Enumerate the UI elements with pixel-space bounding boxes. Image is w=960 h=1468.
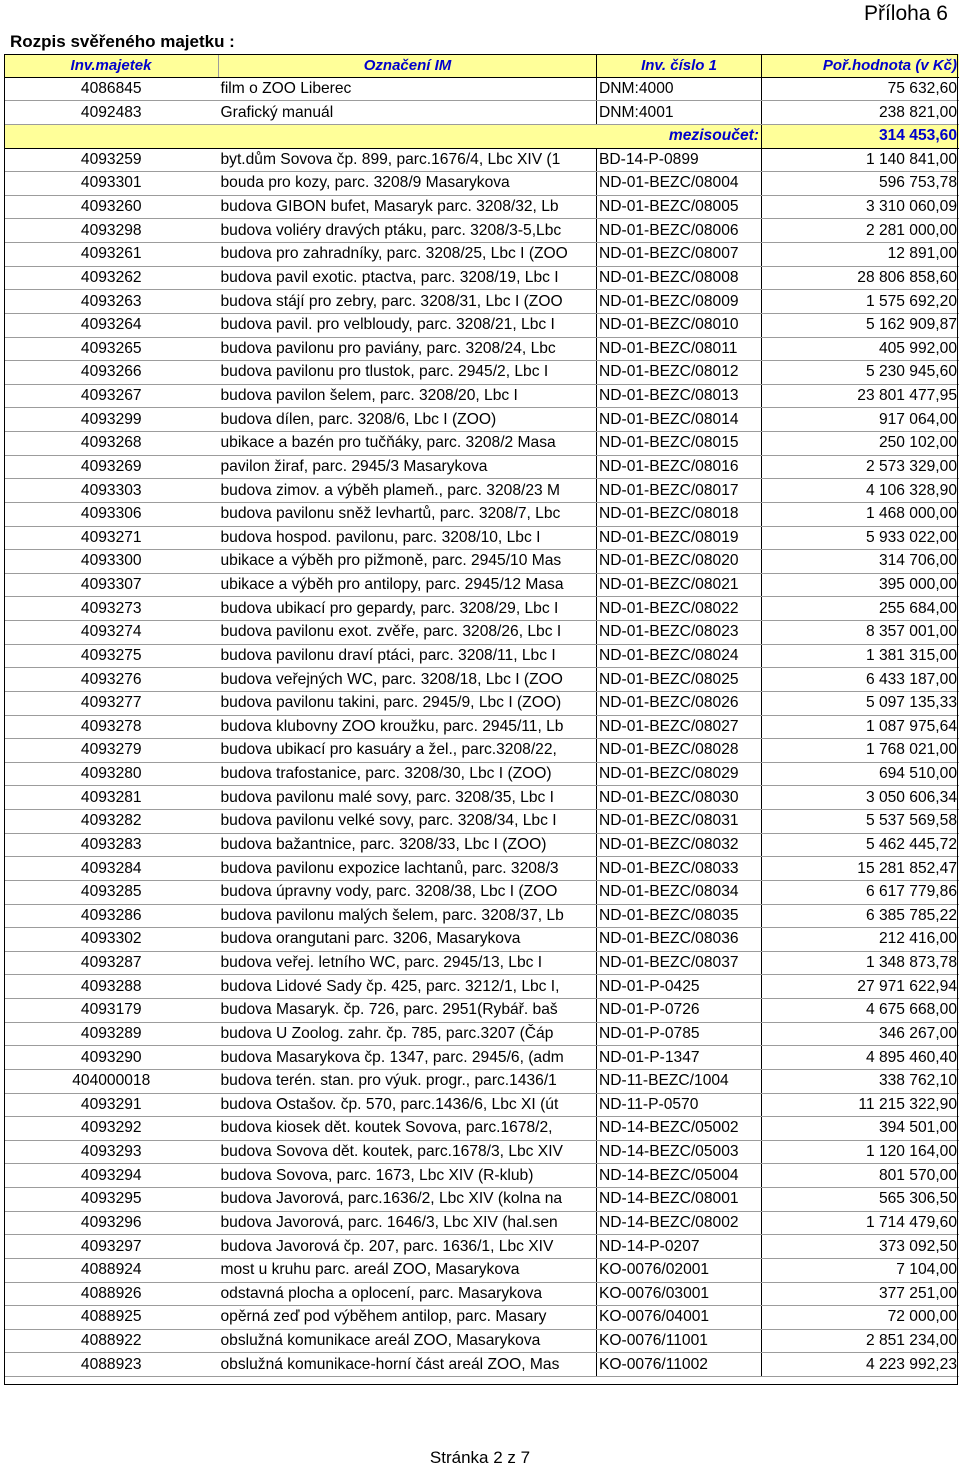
inv-number-cell: KO-0076/04001 — [597, 1306, 762, 1330]
acquisition-value-cell: 27 971 622,94 — [762, 975, 960, 999]
inv-number-cell: ND-01-BEZC/08017 — [597, 479, 762, 503]
inv-number-cell: ND-01-BEZC/08014 — [597, 408, 762, 432]
inv-number-cell: ND-01-BEZC/08007 — [597, 243, 762, 267]
asset-name-cell: budova úpravny vody, parc. 3208/38, Lbc I (ZOO — [219, 880, 597, 904]
table-row — [4, 172, 959, 196]
table-row — [4, 621, 959, 645]
acquisition-value-cell: 6 385 785,22 — [762, 904, 960, 928]
table-row — [4, 715, 959, 739]
table-row — [4, 880, 959, 904]
inv-asset-cell: 4088926 — [4, 1282, 219, 1306]
document-title: Rozpis svěřeného majetku : — [10, 32, 235, 51]
table-row — [4, 101, 959, 125]
inv-number-cell: ND-01-P-0726 — [597, 999, 762, 1023]
inv-asset-cell: 4093295 — [4, 1188, 219, 1212]
acquisition-value-cell: 255 684,00 — [762, 597, 960, 621]
inv-asset-cell: 4093261 — [4, 243, 219, 267]
table-row — [4, 408, 959, 432]
inv-number-cell: KO-0076/03001 — [597, 1282, 762, 1306]
acquisition-value-cell: 15 281 852,47 — [762, 857, 960, 881]
inv-asset-cell: 4088923 — [4, 1353, 219, 1377]
acquisition-value-cell: 346 267,00 — [762, 1022, 960, 1046]
asset-name-cell: budova zimov. a výběh plameň., parc. 3208/23 M — [219, 479, 597, 503]
table-row — [4, 526, 959, 550]
acquisition-value-cell: 1 140 841,00 — [762, 148, 960, 172]
acquisition-value-cell: 5 933 022,00 — [762, 526, 960, 550]
inv-asset-cell: 4093293 — [4, 1140, 219, 1164]
inv-number-cell: ND-01-BEZC/08008 — [597, 266, 762, 290]
subtotal-row — [4, 124, 959, 148]
acquisition-value-cell: 8 357 001,00 — [762, 621, 960, 645]
inv-asset-cell: 4093271 — [4, 526, 219, 550]
inv-asset-cell: 4093291 — [4, 1093, 219, 1117]
inv-number-cell: ND-01-BEZC/08012 — [597, 361, 762, 385]
table-row — [4, 361, 959, 385]
asset-name-cell: Grafický manuál — [219, 101, 597, 125]
acquisition-value-cell: 28 806 858,60 — [762, 266, 960, 290]
asset-name-cell: budova Masarykova čp. 1347, parc. 2945/6, (adm — [219, 1046, 597, 1070]
asset-name-cell — [219, 124, 597, 148]
asset-name-cell: budova U Zoolog. zahr. čp. 785, parc.3207 (Čáp — [219, 1022, 597, 1046]
asset-name-cell: budova bažantnice, parc. 3208/33, Lbc I (ZOO) — [219, 833, 597, 857]
inv-number-cell: ND-11-P-0570 — [597, 1093, 762, 1117]
acquisition-value-cell: 338 762,10 — [762, 1069, 960, 1093]
inv-number-cell: ND-01-BEZC/08015 — [597, 432, 762, 456]
inv-asset-cell: 4093264 — [4, 313, 219, 337]
acquisition-value-cell: 565 306,50 — [762, 1188, 960, 1212]
inv-number-cell: ND-01-BEZC/08028 — [597, 739, 762, 763]
acquisition-value-cell: 405 992,00 — [762, 337, 960, 361]
inv-number-cell: ND-14-BEZC/05003 — [597, 1140, 762, 1164]
inv-asset-cell: 4093259 — [4, 148, 219, 172]
inv-asset-cell: 4093287 — [4, 951, 219, 975]
acquisition-value-cell: 3 310 060,09 — [762, 195, 960, 219]
asset-name-cell: byt.dům Sovova čp. 899, parc.1676/4, Lbc XIV (1 — [219, 148, 597, 172]
asset-name-cell: budova pavil. pro velbloudy, parc. 3208/21, Lbc I — [219, 313, 597, 337]
inv-number-cell: ND-01-BEZC/08027 — [597, 715, 762, 739]
inv-asset-cell: 4093290 — [4, 1046, 219, 1070]
table-row — [4, 810, 959, 834]
inv-asset-cell: 404000018 — [4, 1069, 219, 1093]
inv-asset-cell: 4093266 — [4, 361, 219, 385]
acquisition-value-cell: 5 097 135,33 — [762, 691, 960, 715]
acquisition-value-cell: 238 821,00 — [762, 101, 960, 125]
inv-number-cell: ND-14-BEZC/05002 — [597, 1117, 762, 1141]
asset-name-cell: budova Sovova dět. koutek, parc.1678/3, Lbc XIV — [219, 1140, 597, 1164]
asset-name-cell: obslužná komunikace-horní část areál ZOO, Mas — [219, 1353, 597, 1377]
asset-name-cell: ubikace a výběh pro pižmoně, parc. 2945/10 Mas — [219, 550, 597, 574]
table-row — [4, 999, 959, 1023]
inv-number-cell: ND-01-P-0425 — [597, 975, 762, 999]
inv-asset-cell: 4093279 — [4, 739, 219, 763]
asset-name-cell: pavilon žiraf, parc. 2945/3 Masarykova — [219, 455, 597, 479]
inv-asset-cell: 4093268 — [4, 432, 219, 456]
table-row — [4, 928, 959, 952]
acquisition-value-cell: 212 416,00 — [762, 928, 960, 952]
asset-name-cell: obslužná komunikace areál ZOO, Masarykova — [219, 1329, 597, 1353]
inv-number-cell: ND-01-BEZC/08013 — [597, 384, 762, 408]
inv-asset-cell: 4093284 — [4, 857, 219, 881]
table-row — [4, 1164, 959, 1188]
inv-number-cell: ND-01-BEZC/08005 — [597, 195, 762, 219]
inv-asset-cell: 4093307 — [4, 573, 219, 597]
asset-name-cell: budova hospod. pavilonu, parc. 3208/10, Lbc I — [219, 526, 597, 550]
inv-number-cell: ND-01-P-1347 — [597, 1046, 762, 1070]
inv-asset-cell: 4093276 — [4, 668, 219, 692]
table-row — [4, 597, 959, 621]
acquisition-value-cell: 6 617 779,86 — [762, 880, 960, 904]
table-row — [4, 786, 959, 810]
inv-number-cell: ND-01-BEZC/08011 — [597, 337, 762, 361]
acquisition-value-cell: 5 230 945,60 — [762, 361, 960, 385]
acquisition-value-cell: 6 433 187,00 — [762, 668, 960, 692]
asset-name-cell: budova voliéry dravých ptáku, parc. 3208/3-5,Lbc — [219, 219, 597, 243]
inv-asset-cell: 4093278 — [4, 715, 219, 739]
acquisition-value-cell: 75 632,60 — [762, 77, 960, 101]
asset-name-cell: budova pavilonu malých šelem, parc. 3208/37, Lb — [219, 904, 597, 928]
inv-number-cell: ND-01-BEZC/08023 — [597, 621, 762, 645]
asset-name-cell: budova Javorová, parc. 1646/3, Lbc XIV (hal.sen — [219, 1211, 597, 1235]
inv-asset-cell: 4093288 — [4, 975, 219, 999]
acquisition-value-cell: 4 895 460,40 — [762, 1046, 960, 1070]
table-row — [4, 550, 959, 574]
asset-name-cell: budova Javorová, parc.1636/2, Lbc XIV (kolna na — [219, 1188, 597, 1212]
annex-label: Příloha 6 — [863, 2, 948, 25]
asset-name-cell: budova Masaryk. čp. 726, parc. 2951(Rybář. baš — [219, 999, 597, 1023]
asset-name-cell: budova Ostašov. čp. 570, parc.1436/6, Lbc XI (út — [219, 1093, 597, 1117]
table-row — [4, 1188, 959, 1212]
asset-name-cell: budova GIBON bufet, Masaryk parc. 3208/32, Lb — [219, 195, 597, 219]
table-body — [4, 77, 959, 1376]
inv-asset-cell: 4093282 — [4, 810, 219, 834]
acquisition-value-cell: 7 104,00 — [762, 1258, 960, 1282]
asset-name-cell: budova pavilonu malé sovy, parc. 3208/35, Lbc I — [219, 786, 597, 810]
acquisition-value-cell: 11 215 322,90 — [762, 1093, 960, 1117]
table-row — [4, 1235, 959, 1259]
acquisition-value-cell: 1 120 164,00 — [762, 1140, 960, 1164]
asset-name-cell: budova pavilonu pro paviány, parc. 3208/24, Lbc — [219, 337, 597, 361]
table-row — [4, 644, 959, 668]
inv-asset-cell: 4093299 — [4, 408, 219, 432]
inv-number-cell: ND-01-BEZC/08006 — [597, 219, 762, 243]
inv-number-cell: ND-01-BEZC/08036 — [597, 928, 762, 952]
inv-number-cell: ND-01-BEZC/08034 — [597, 880, 762, 904]
column-header-inv-asset: Inv.majetek — [4, 54, 219, 77]
acquisition-value-cell: 4 106 328,90 — [762, 479, 960, 503]
inv-asset-cell: 4093262 — [4, 266, 219, 290]
acquisition-value-cell: 1 381 315,00 — [762, 644, 960, 668]
table-row — [4, 1093, 959, 1117]
asset-name-cell: budova ubikací pro gepardy, parc. 3208/29, Lbc I — [219, 597, 597, 621]
inv-asset-cell: 4093269 — [4, 455, 219, 479]
inv-number-cell: ND-01-BEZC/08009 — [597, 290, 762, 314]
inv-number-cell: ND-01-BEZC/08029 — [597, 762, 762, 786]
inv-asset-cell: 4093263 — [4, 290, 219, 314]
table-row — [4, 337, 959, 361]
acquisition-value-cell: 4 675 668,00 — [762, 999, 960, 1023]
inv-asset-cell: 4093273 — [4, 597, 219, 621]
table-row — [4, 762, 959, 786]
asset-name-cell: budova stájí pro zebry, parc. 3208/31, Lbc I (ZOO — [219, 290, 597, 314]
table-row — [4, 455, 959, 479]
inv-asset-cell: 4093265 — [4, 337, 219, 361]
acquisition-value-cell: 1 575 692,20 — [762, 290, 960, 314]
inv-number-cell: ND-01-BEZC/08030 — [597, 786, 762, 810]
acquisition-value-cell: 694 510,00 — [762, 762, 960, 786]
inv-number-cell: ND-14-BEZC/08001 — [597, 1188, 762, 1212]
asset-name-cell: bouda pro kozy, parc. 3208/9 Masarykova — [219, 172, 597, 196]
table-row — [4, 1069, 959, 1093]
acquisition-value-cell: 394 501,00 — [762, 1117, 960, 1141]
asset-name-cell: budova pavilonu takini, parc. 2945/9, Lbc I (ZOO) — [219, 691, 597, 715]
column-header-asset-name: Označení IM — [219, 54, 597, 77]
inv-asset-cell: 4093289 — [4, 1022, 219, 1046]
inv-number-cell: ND-01-BEZC/08004 — [597, 172, 762, 196]
inv-asset-cell: 4093274 — [4, 621, 219, 645]
acquisition-value-cell: 5 162 909,87 — [762, 313, 960, 337]
acquisition-value-cell: 1 348 873,78 — [762, 951, 960, 975]
asset-table — [4, 54, 959, 1377]
inv-asset-cell: 4093301 — [4, 172, 219, 196]
inv-number-cell: ND-01-BEZC/08021 — [597, 573, 762, 597]
inv-asset-cell: 4092483 — [4, 101, 219, 125]
acquisition-value-cell: 1 768 021,00 — [762, 739, 960, 763]
inv-number-cell: KO-0076/02001 — [597, 1258, 762, 1282]
acquisition-value-cell: 250 102,00 — [762, 432, 960, 456]
inv-number-cell: ND-01-P-0785 — [597, 1022, 762, 1046]
inv-asset-cell: 4088924 — [4, 1258, 219, 1282]
table-row — [4, 1306, 959, 1330]
inv-asset-cell: 4093267 — [4, 384, 219, 408]
table-row — [4, 384, 959, 408]
asset-name-cell: budova pavilonu sněž levhartů, parc. 3208/7, Lbc — [219, 502, 597, 526]
table-row — [4, 668, 959, 692]
inv-number-cell: ND-01-BEZC/08025 — [597, 668, 762, 692]
acquisition-value-cell: 1 468 000,00 — [762, 502, 960, 526]
asset-name-cell: budova kiosek dět. koutek Sovova, parc.1678/2, — [219, 1117, 597, 1141]
table-row — [4, 951, 959, 975]
acquisition-value-cell: 12 891,00 — [762, 243, 960, 267]
acquisition-value-cell: 3 050 606,34 — [762, 786, 960, 810]
asset-name-cell: budova Javorová čp. 207, parc. 1636/1, Lbc XIV — [219, 1235, 597, 1259]
inv-number-cell: ND-01-BEZC/08024 — [597, 644, 762, 668]
table-row — [4, 1258, 959, 1282]
table-header-row — [4, 54, 959, 77]
asset-name-cell: budova pavilonu pro tlustok, parc. 2945/2, Lbc I — [219, 361, 597, 385]
inv-number-cell: ND-01-BEZC/08035 — [597, 904, 762, 928]
inv-asset-cell: 4093297 — [4, 1235, 219, 1259]
acquisition-value-cell: 5 462 445,72 — [762, 833, 960, 857]
table-row — [4, 502, 959, 526]
inv-asset-cell: 4086845 — [4, 77, 219, 101]
inv-asset-cell: 4088925 — [4, 1306, 219, 1330]
acquisition-value-cell: 2 573 329,00 — [762, 455, 960, 479]
asset-name-cell: budova pavilon šelem, parc. 3208/20, Lbc I — [219, 384, 597, 408]
inv-number-cell: ND-01-BEZC/08016 — [597, 455, 762, 479]
page-footer: Stránka 2 z 7 — [429, 1448, 531, 1467]
asset-name-cell: budova veřejných WC, parc. 3208/18, Lbc I (ZOO — [219, 668, 597, 692]
table-row — [4, 904, 959, 928]
acquisition-value-cell: 314 706,00 — [762, 550, 960, 574]
asset-name-cell: ubikace a výběh pro antilopy, parc. 2945/12 Masa — [219, 573, 597, 597]
table-row — [4, 857, 959, 881]
acquisition-value-cell: 2 851 234,00 — [762, 1329, 960, 1353]
column-header-inv-number: Inv. číslo 1 — [597, 54, 762, 77]
asset-name-cell: opěrná zeď pod výběhem antilop, parc. Masary — [219, 1306, 597, 1330]
table-row — [4, 739, 959, 763]
asset-name-cell: budova pavilonu draví ptáci, parc. 3208/11, Lbc I — [219, 644, 597, 668]
inv-asset-cell: 4093296 — [4, 1211, 219, 1235]
acquisition-value-cell: 72 000,00 — [762, 1306, 960, 1330]
inv-asset-cell: 4093302 — [4, 928, 219, 952]
table-row — [4, 1022, 959, 1046]
table-row — [4, 290, 959, 314]
inv-number-cell: KO-0076/11001 — [597, 1329, 762, 1353]
acquisition-value-cell: 395 000,00 — [762, 573, 960, 597]
acquisition-value-cell: 23 801 477,95 — [762, 384, 960, 408]
inv-number-cell: ND-11-BEZC/1004 — [597, 1069, 762, 1093]
table-row — [4, 1211, 959, 1235]
asset-name-cell: budova pavilonu velké sovy, parc. 3208/34, Lbc I — [219, 810, 597, 834]
inv-asset-cell: 4093300 — [4, 550, 219, 574]
inv-asset-cell: 4093294 — [4, 1164, 219, 1188]
acquisition-value-cell: 373 092,50 — [762, 1235, 960, 1259]
acquisition-value-cell: 4 223 992,23 — [762, 1353, 960, 1377]
table-row — [4, 148, 959, 172]
acquisition-value-cell: 314 453,60 — [762, 124, 960, 148]
asset-name-cell: film o ZOO Liberec — [219, 77, 597, 101]
inv-asset-cell: 4093286 — [4, 904, 219, 928]
asset-name-cell: budova Sovova, parc. 1673, Lbc XIV (R-klub) — [219, 1164, 597, 1188]
acquisition-value-cell: 5 537 569,58 — [762, 810, 960, 834]
acquisition-value-cell: 377 251,00 — [762, 1282, 960, 1306]
inv-number-cell: ND-14-BEZC/05004 — [597, 1164, 762, 1188]
inv-number-cell: ND-01-BEZC/08033 — [597, 857, 762, 881]
asset-name-cell: budova trafostanice, parc. 3208/30, Lbc I (ZOO) — [219, 762, 597, 786]
table-row — [4, 243, 959, 267]
asset-name-cell: budova dílen, parc. 3208/6, Lbc I (ZOO) — [219, 408, 597, 432]
table-row — [4, 313, 959, 337]
inv-number-cell: ND-01-BEZC/08018 — [597, 502, 762, 526]
asset-name-cell: budova pro zahradníky, parc. 3208/25, Lbc I (ZOO — [219, 243, 597, 267]
inv-number-cell: ND-01-BEZC/08031 — [597, 810, 762, 834]
asset-name-cell: odstavná plocha a oplocení, parc. Masarykova — [219, 1282, 597, 1306]
asset-name-cell: budova terén. stan. pro výuk. progr., parc.1436/1 — [219, 1069, 597, 1093]
inv-number-cell: ND-01-BEZC/08037 — [597, 951, 762, 975]
inv-asset-cell: 4093298 — [4, 219, 219, 243]
table-row — [4, 432, 959, 456]
table-row — [4, 266, 959, 290]
inv-number-cell: DNM:4001 — [597, 101, 762, 125]
asset-name-cell: most u kruhu parc. areál ZOO, Masarykova — [219, 1258, 597, 1282]
inv-asset-cell: 4093280 — [4, 762, 219, 786]
table-row — [4, 691, 959, 715]
inv-asset-cell: 4093275 — [4, 644, 219, 668]
inv-number-cell: KO-0076/11002 — [597, 1353, 762, 1377]
inv-asset-cell: 4093281 — [4, 786, 219, 810]
table-row — [4, 1140, 959, 1164]
inv-asset-cell: 4093306 — [4, 502, 219, 526]
inv-number-cell: ND-01-BEZC/08020 — [597, 550, 762, 574]
asset-name-cell: budova orangutani parc. 3206, Masarykova — [219, 928, 597, 952]
table-row — [4, 219, 959, 243]
asset-name-cell: budova pavilonu expozice lachtanů, parc. 3208/3 — [219, 857, 597, 881]
table-row — [4, 1353, 959, 1377]
inv-asset-cell: 4093283 — [4, 833, 219, 857]
inv-number-cell: ND-14-BEZC/08002 — [597, 1211, 762, 1235]
inv-asset-cell: 4093292 — [4, 1117, 219, 1141]
asset-name-cell: budova veřej. letního WC, parc. 2945/13, Lbc I — [219, 951, 597, 975]
asset-name-cell: budova pavilonu exot. zvěře, parc. 3208/26, Lbc I — [219, 621, 597, 645]
asset-name-cell: ubikace a bazén pro tučňáky, parc. 3208/2 Masa — [219, 432, 597, 456]
table-row — [4, 1282, 959, 1306]
acquisition-value-cell: 2 281 000,00 — [762, 219, 960, 243]
table-row — [4, 833, 959, 857]
asset-name-cell: budova Lidové Sady čp. 425, parc. 3212/1, Lbc I, — [219, 975, 597, 999]
asset-name-cell: budova klubovny ZOO kroužku, parc. 2945/11, Lb — [219, 715, 597, 739]
inv-asset-cell: 4093277 — [4, 691, 219, 715]
asset-name-cell: budova ubikací pro kasuáry a žel., parc.3208/22, — [219, 739, 597, 763]
table-row — [4, 77, 959, 101]
inv-asset-cell — [4, 124, 219, 148]
acquisition-value-cell: 1 087 975,64 — [762, 715, 960, 739]
acquisition-value-cell: 596 753,78 — [762, 172, 960, 196]
inv-number-cell: DNM:4000 — [597, 77, 762, 101]
inv-number-cell: mezisoučet: — [597, 124, 762, 148]
table-row — [4, 1046, 959, 1070]
asset-name-cell: budova pavil exotic. ptactva, parc. 3208/19, Lbc I — [219, 266, 597, 290]
inv-asset-cell: 4093260 — [4, 195, 219, 219]
inv-asset-cell: 4093303 — [4, 479, 219, 503]
table-row — [4, 1117, 959, 1141]
table-row — [4, 573, 959, 597]
inv-asset-cell: 4088922 — [4, 1329, 219, 1353]
table-row — [4, 975, 959, 999]
table-row — [4, 195, 959, 219]
inv-asset-cell: 4093179 — [4, 999, 219, 1023]
table-row — [4, 1329, 959, 1353]
acquisition-value-cell: 917 064,00 — [762, 408, 960, 432]
inv-asset-cell: 4093285 — [4, 880, 219, 904]
acquisition-value-cell: 1 714 479,60 — [762, 1211, 960, 1235]
inv-number-cell: ND-01-BEZC/08022 — [597, 597, 762, 621]
inv-number-cell: ND-01-BEZC/08032 — [597, 833, 762, 857]
inv-number-cell: ND-01-BEZC/08019 — [597, 526, 762, 550]
column-header-acquisition-value: Poř.hodnota (v Kč) — [762, 54, 960, 77]
inv-number-cell: ND-01-BEZC/08010 — [597, 313, 762, 337]
inv-number-cell: BD-14-P-0899 — [597, 148, 762, 172]
table-row — [4, 479, 959, 503]
inv-number-cell: ND-01-BEZC/08026 — [597, 691, 762, 715]
inv-number-cell: ND-14-P-0207 — [597, 1235, 762, 1259]
acquisition-value-cell: 801 570,00 — [762, 1164, 960, 1188]
